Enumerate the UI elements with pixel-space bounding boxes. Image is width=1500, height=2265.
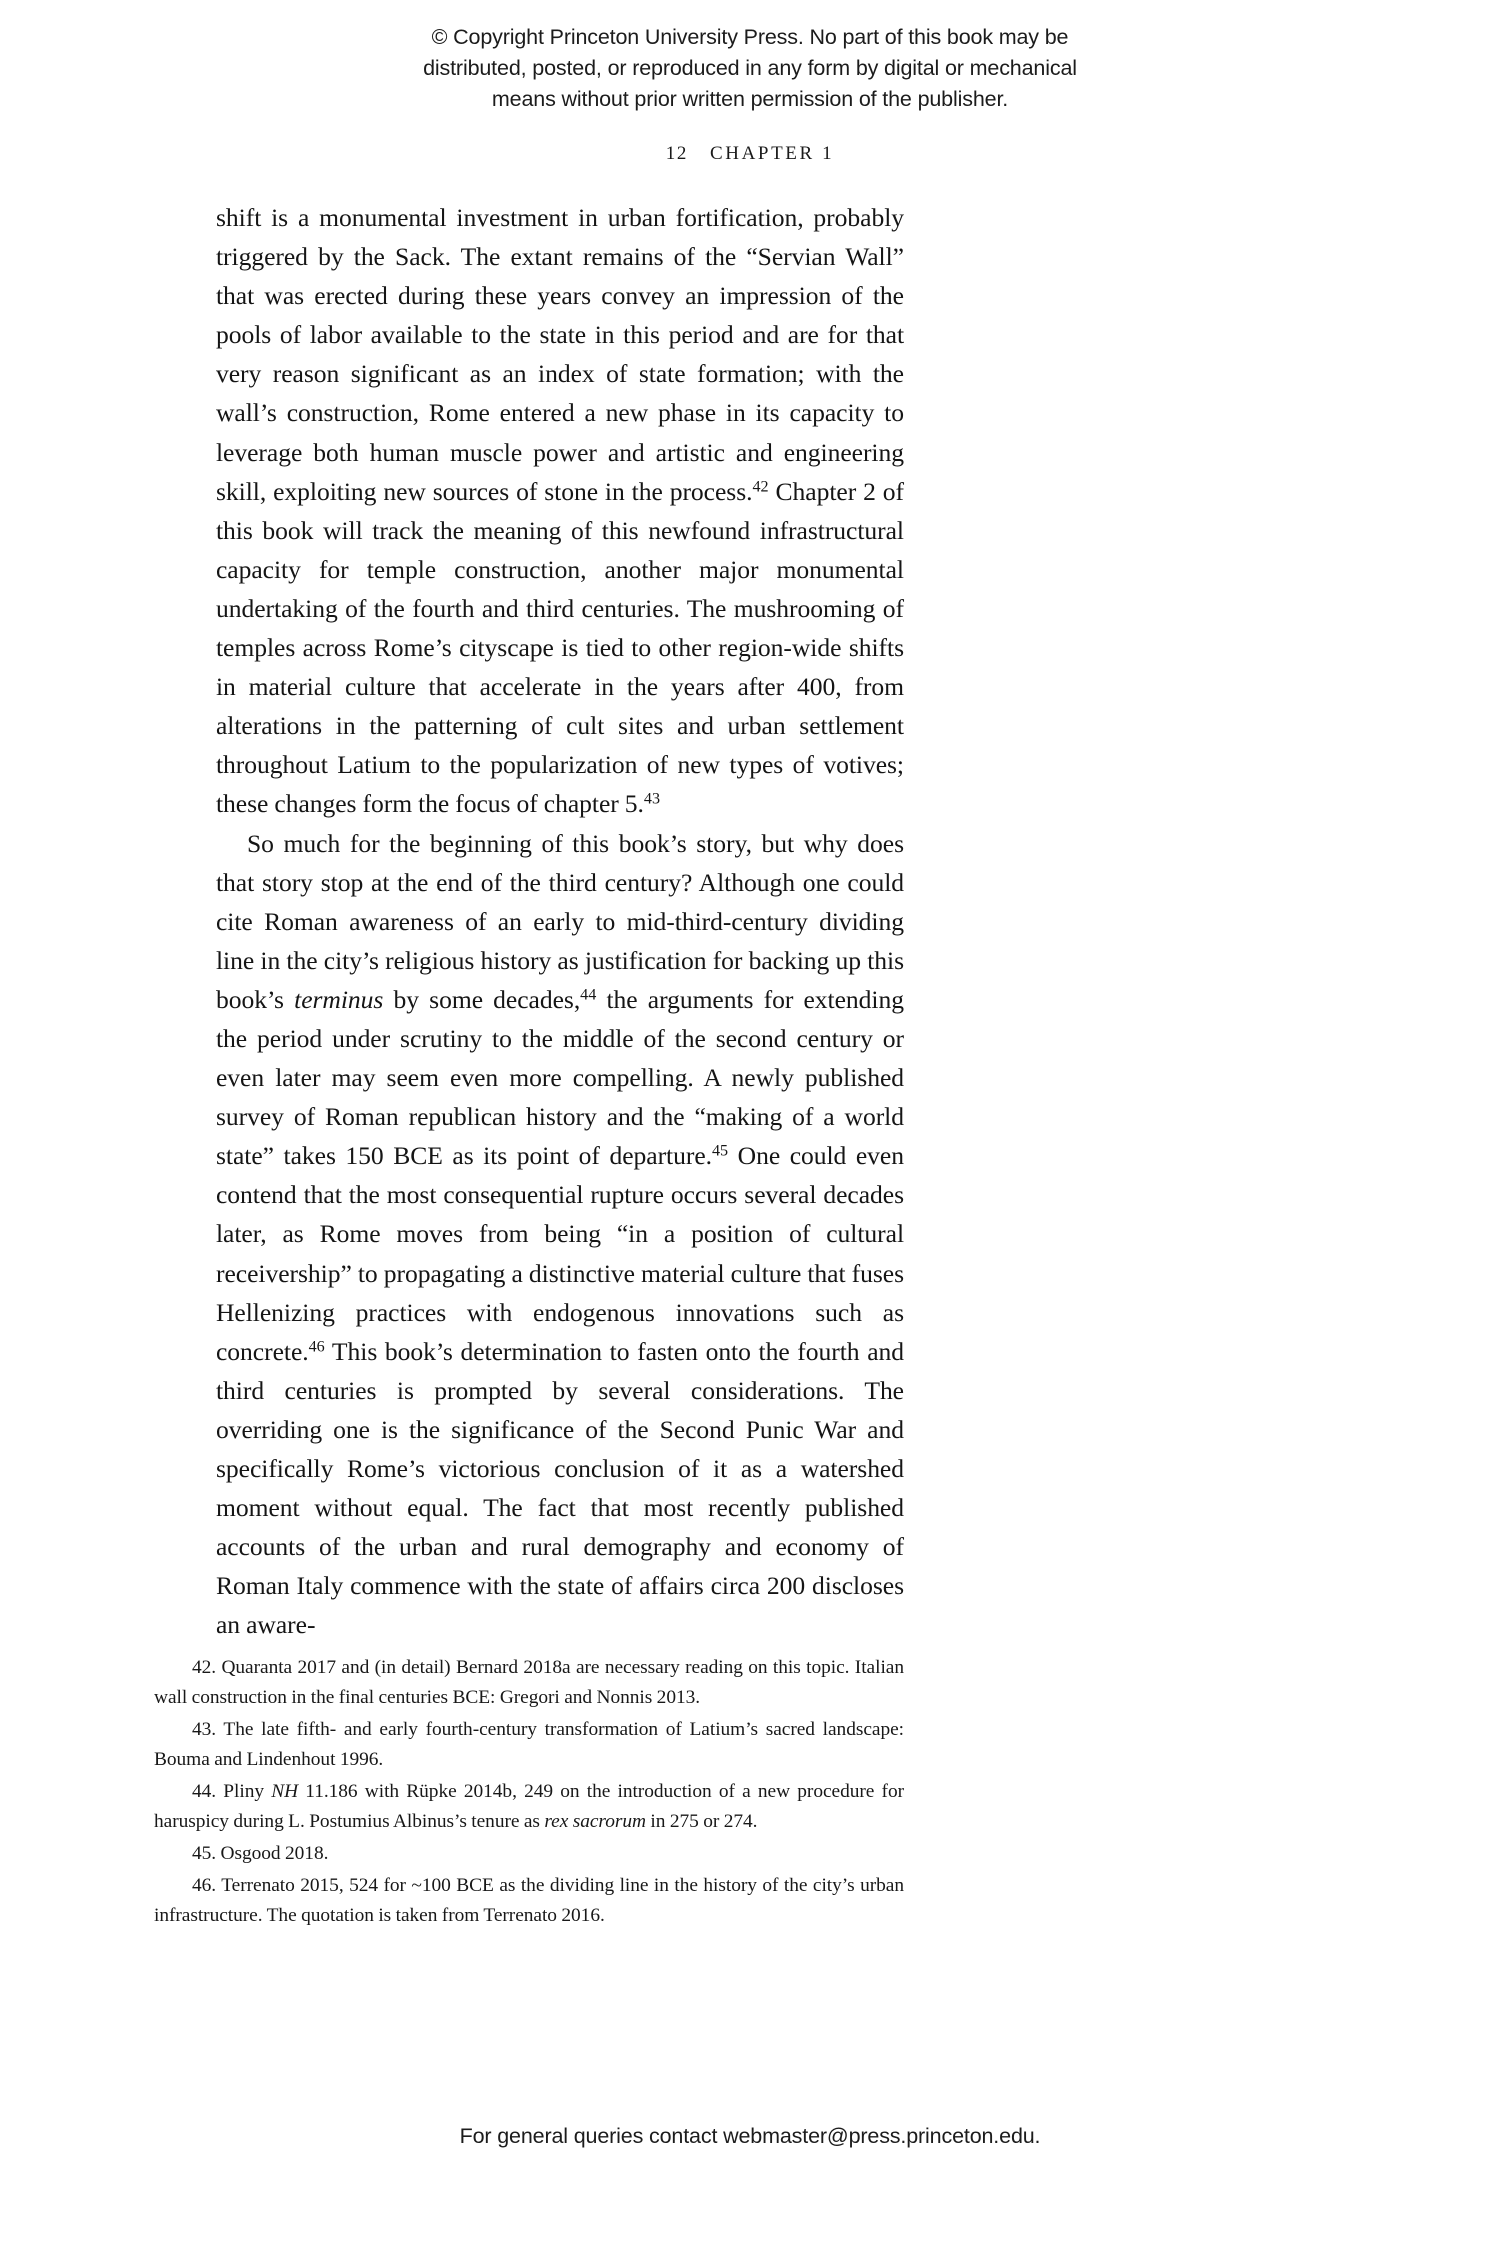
body-text-block: [216, 198, 904, 1644]
footnotes-block: [154, 1653, 904, 1931]
footnote-reference[interactable]: 44: [580, 986, 597, 1004]
copyright-notice: [0, 22, 1500, 115]
footnote-reference[interactable]: 43: [643, 791, 660, 809]
chapter-label: CHAPTER 1: [709, 143, 835, 164]
italic-term: rex sacrorum: [544, 1811, 646, 1832]
italic-term: NH: [271, 1781, 299, 1802]
copyright-line-1: © Copyright Princeton University Press. No part of this book may be: [431, 25, 1069, 49]
italic-term: terminus: [294, 984, 384, 1014]
footnote-reference[interactable]: 42: [752, 478, 769, 496]
footnote-reference[interactable]: 45: [711, 1142, 729, 1160]
footnote-reference[interactable]: 46: [308, 1338, 325, 1356]
footnote-item: 45. Osgood 2018.: [192, 1843, 329, 1864]
body-paragraph: shift is a monumental investment in urban fortification, probably triggered by the Sack. The extant remains of the “Servian Wall” that was erected during these years convey an impression of the pools of labor available to the state in this period and are for that very reason significant as an index of state formation; with the wall’s construction, Rome entered a new phase in its capacity to leverage both human muscle power and artistic and engineering skill, exploiting new sources of stone in the process.$^{42}$ Chapter 2 of this book will track the meaning of this newfound infrastructural capacity for temple construction, another major monumental undertaking of the fourth and third centuries. The mushrooming of temples across Rome’s cityscape is tied to other region-wide shifts in material culture that accelerate in the years after 400, from alterations in the patterning of cult sites and urban settlement throughout Latium to the popularization of new types of votives; these changes form the focus of chapter 5.43: [216, 203, 904, 819]
page-footer: [0, 2124, 1500, 2149]
footnote-item: 43. The late fifth- and early fourth-century transformation of Latium’s sacred landscape: Bouma and Lindenhout 1996.: [154, 1719, 904, 1770]
footnote-item: 46. Terrenato 2015, 524 for ~100 BCE as the dividing line in the history of the city’s urban infrastructure. The quotation is taken from Terrenato 2016.: [154, 1875, 904, 1926]
footer-contact-text: For general queries contact webmaster@press.princeton.edu.: [459, 2124, 1041, 2148]
copyright-line-3: means without prior written permission of the publisher.: [491, 87, 1009, 111]
footnote-item: 42. Quaranta 2017 and (in detail) Bernard 2018a are necessary reading on this topic. Italian wall construction in the final centuries BCE: Gregori and Nonnis 2013.: [154, 1657, 904, 1708]
running-head: [0, 143, 1500, 165]
body-paragraph: So much for the beginning of this book’s story, but why does that story stop at the end of the third century? Although one could cite Roman awareness of an early to mid-third-century dividing line in the city’s religious history as justification for backing up this book’s terminus by some decades,$^{44}$ the arguments for extending the period under scrutiny to the middle of the second century or even later may seem even more compelling. A newly published survey of Roman republican history and the “making of a world state” takes 150 BCE as its point of departure.$^{45}$ One could even contend that the most consequential rupture occurs several decades later, as Rome moves from being “in a position of cultural receivership” to propagating a distinctive material culture that fuses Hellenizing practices with endogenous innovations such as concrete.$^{46}$ This book’s determination to fasten onto the fourth and third centuries is prompted by several considerations. The overriding one is the significance of the Second Punic War and specifically Rome’s victorious conclusion of it as a watershed moment without equal. The fact that most recently published accounts of the urban and rural demography and economy of Roman Italy commence with the state of affairs circa 200 discloses an aware-: [216, 828, 904, 1640]
copyright-line-2: distributed, posted, or reproduced in any form by digital or mechanical: [423, 56, 1077, 80]
page-number: 12: [665, 143, 688, 164]
footnote-item: 44. Pliny NH 11.186 with Rüpke 2014b, 249 on the introduction of a new procedure for haruspicy during L. Postumius Albinus’s tenure as rex sacrorum in 275 or 274.: [154, 1781, 904, 1832]
